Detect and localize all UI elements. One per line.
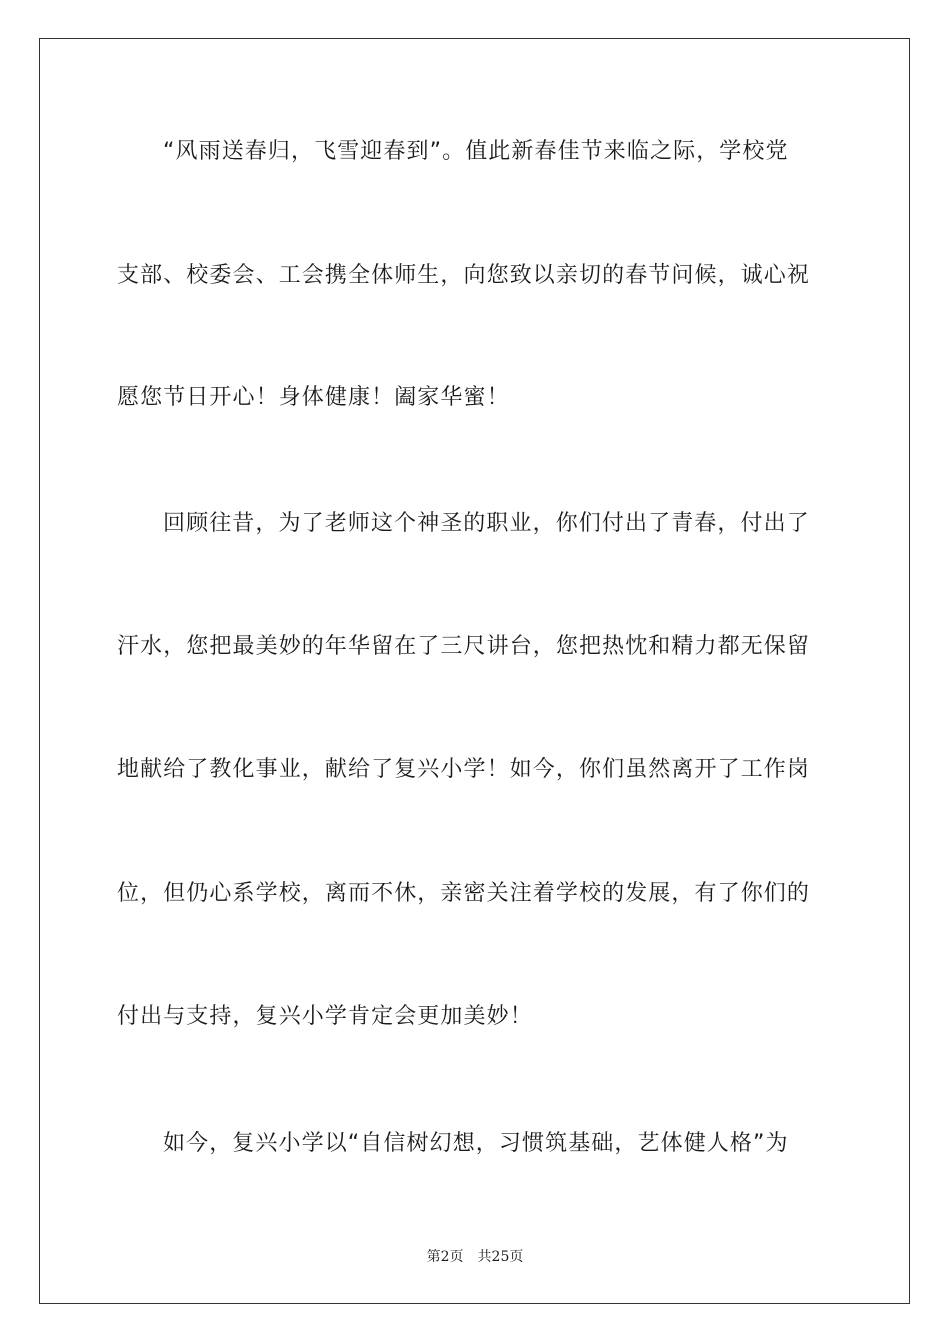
paragraph-line: 汗水，您把最美妙的年华留在了三尺讲台，您把热忱和精力都无保留: [117, 634, 811, 659]
page-footer: [0, 1248, 950, 1266]
paragraph-line: “风雨送春归，飞雪迎春到”。值此新春佳节来临之际，学校党: [163, 139, 789, 164]
page-number: 第2页: [426, 1249, 464, 1265]
paragraph-line: 付出与支持，复兴小学肯定会更加美妙！: [117, 1004, 533, 1029]
paragraph-line: 如今，复兴小学以“自信树幻想，习惯筑基础，艺体健人格”为: [163, 1131, 789, 1156]
paragraph-line: 位，但仍心系学校，离而不休，亲密关注着学校的发展，有了你们的: [117, 881, 811, 906]
page-total: 共25页: [477, 1249, 524, 1265]
paragraph-line: 回顾往昔，为了老师这个神圣的职业，你们付出了青春，付出了: [163, 511, 810, 536]
paragraph-line: 支部、校委会、工会携全体师生，向您致以亲切的春节问候，诚心祝: [117, 263, 811, 288]
paragraph-line: 地献给了教化事业，献给了复兴小学！如今，你们虽然离开了工作岗: [117, 757, 811, 782]
paragraph-line: 愿您节日开心！身体健康！阖家华蜜！: [117, 385, 510, 410]
page-border: [39, 38, 910, 1304]
